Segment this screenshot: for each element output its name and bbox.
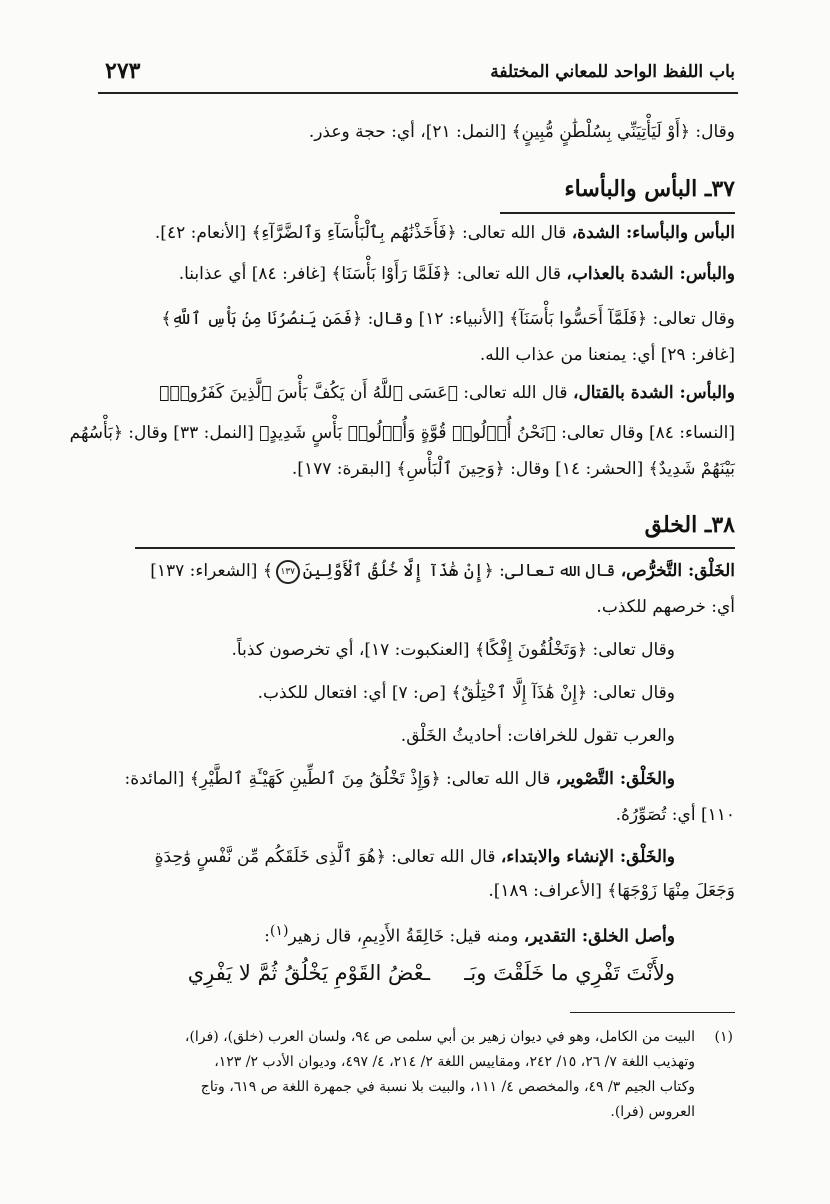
footnote-line: وتهذيب اللغة ٧/ ٢٦، ١٥/ ٢٤٢، ومقاييس اللغة ٢/ ٢١٤، ٤/ ٤٩٧، وديوان الأدب ٢/ ١٢٣، [214,1054,695,1070]
text-line: [غافر: ٢٩] أي: يمنعنا من عذاب الله. [479,345,735,365]
text-line: وقال تعالى: ﴿فَلَمَّآ أَحَسُّوا بَأْسَنَآ﴾ [الأنبياء: ١٢] وقال: ﴿فَمَن يَنصُرُنَا مِنۢ بَأْسِ ٱللَّهِ﴾ [161,309,735,329]
text-line: والخَلْق: الإنشاء والابتداء، قال الله تعالى: ﴿هُوَ ٱلَّذِى خَلَقَكُم مِّن نَّفْسٍ وَٰحِدَةٍ [154,847,675,867]
text-line: [النساء: ٨٤] وقال تعالى: ﴿نَحْنُ أُو۟لُوا۟ قُوَّةٍ وَأُو۟لُوا۟ بَأْسٍ شَدِيدٍ﴾ [النمل: ٣٣] وقال: ﴿بَأْسُهُم [69,423,735,443]
text-line: والبأس: الشدة بالقتال، قال الله تعالى: ﴿عَسَى ٱللَّهُ أَن يَكُفَّ بَأْسَ ٱلَّذِينَ كَفَرُوا۟﴾ [159,383,735,403]
verse-hemistich-first: ولأَنْتَ تَفْرِي ما خَلَقْتَ وبَـ [464,961,675,985]
footnote-marker: (١) [269,923,289,939]
footnote-line: (١) البيت من الكامل، وهو في ديوان زهير بن أبي سلمى ص ٩٤، ولسان العرب (خلق)، (فرا)، [100,1025,695,1050]
footnote-line: وكتاب الجيم ٣/ ٤٩، والمخصص ٤/ ١١١، والبيت بلا نسبة في جمهرة اللغة ص ٦١٩، وتاج [200,1079,695,1095]
text-line: والبأس: الشدة بالعذاب، قال الله تعالى: ﴿فَلَمَّا رَأَوْا بَأْسَنَا﴾ [غافر: ٨٤] أي عذابنا. [178,264,735,284]
running-header [105,56,735,92]
text-line: ١١٠] أي: تُصَوِّرُهُ. [615,805,735,825]
footnote-rule [570,1012,735,1013]
text-line: والعرب تقول للخرافات: أحاديثُ الخَلْق. [400,726,675,746]
text-line: بَيْنَهُمْ شَدِيدٌ﴾ [الحشر: ١٤] وقال: ﴿وَحِينَ ٱلْبَأْسِ﴾ [البقرة: ١٧٧]. [291,459,735,479]
verse-hemistich-second: ـعْضُ القَوْمِ يَخْلُقُ ثُمَّ لا يَفْرِي [187,961,430,985]
footnote-line: العروس (فرا). [610,1104,695,1120]
section-underline [500,212,735,214]
chapter-title: باب اللفظ الواحد للمعاني المختلفة [490,62,735,82]
text-line: وَجَعَلَ مِنْهَا زَوْجَهَا﴾ [الأعراف: ١٨٩]. [488,881,735,901]
text-line: الخَلْق: التَّخرُّص، قال الله تعالى: ﴿إِنْ هَٰذَآ إِلَّا خُلُقُ ٱلْأَوَّلِينَ١٣٧﴾ [الشعراء: ١٣٧] [95,556,735,586]
section-underline [135,547,735,549]
ayah-number-ornament: ١٣٧ [276,560,300,584]
text-line: أي: خرصهم للكذب. [596,597,735,617]
page-number: ٢٧٣ [105,58,141,84]
text-line: وقال تعالى: ﴿إِنْ هَٰذَآ إِلَّا ٱخْتِلَٰقٌ﴾ [ص: ٧] أي: افتعال للكذب. [257,683,675,703]
footnote-number: (١) [714,1029,733,1045]
section-heading-38: ٣٨ـ الخلق [644,512,735,538]
text-line: وأصل الخلق: التقدير، ومنه قيل: خَالِقَةُ الأَدِيمِ، قال زهير$^{(١)}$: [264,923,675,947]
text-line: وقال: ﴿أَوْ لَيَأْتِيَنِّي بِسُلْطَٰنٍ مُّبِينٍ﴾ [النمل: ٢١]، أي: حجة وعذر. [308,122,735,142]
section-heading-37: ٣٧ـ البأس والبأساء [564,176,735,202]
text-line: البأس والبأساء: الشدة، قال الله تعالى: ﴿فَأَخَذْنَٰهُم بِٱلْبَأْسَآءِ وَٱلضَّرَّآءِ﴾ [الأنعام: ٤٢]. [154,223,735,243]
text-line: وقال تعالى: ﴿وَتَخْلُقُونَ إِفْكًا﴾ [العنكبوت: ١٧]، أي تخرصون كذباً. [231,640,675,660]
text-line: والخَلْق: التَّصْوير، قال الله تعالى: ﴿وَإِذْ تَخْلُقُ مِنَ ٱلطِّينِ كَهَيْـَٔةِ ٱلطَّيْرِ﴾ [المائدة: [124,769,675,789]
header-rule [98,92,738,94]
